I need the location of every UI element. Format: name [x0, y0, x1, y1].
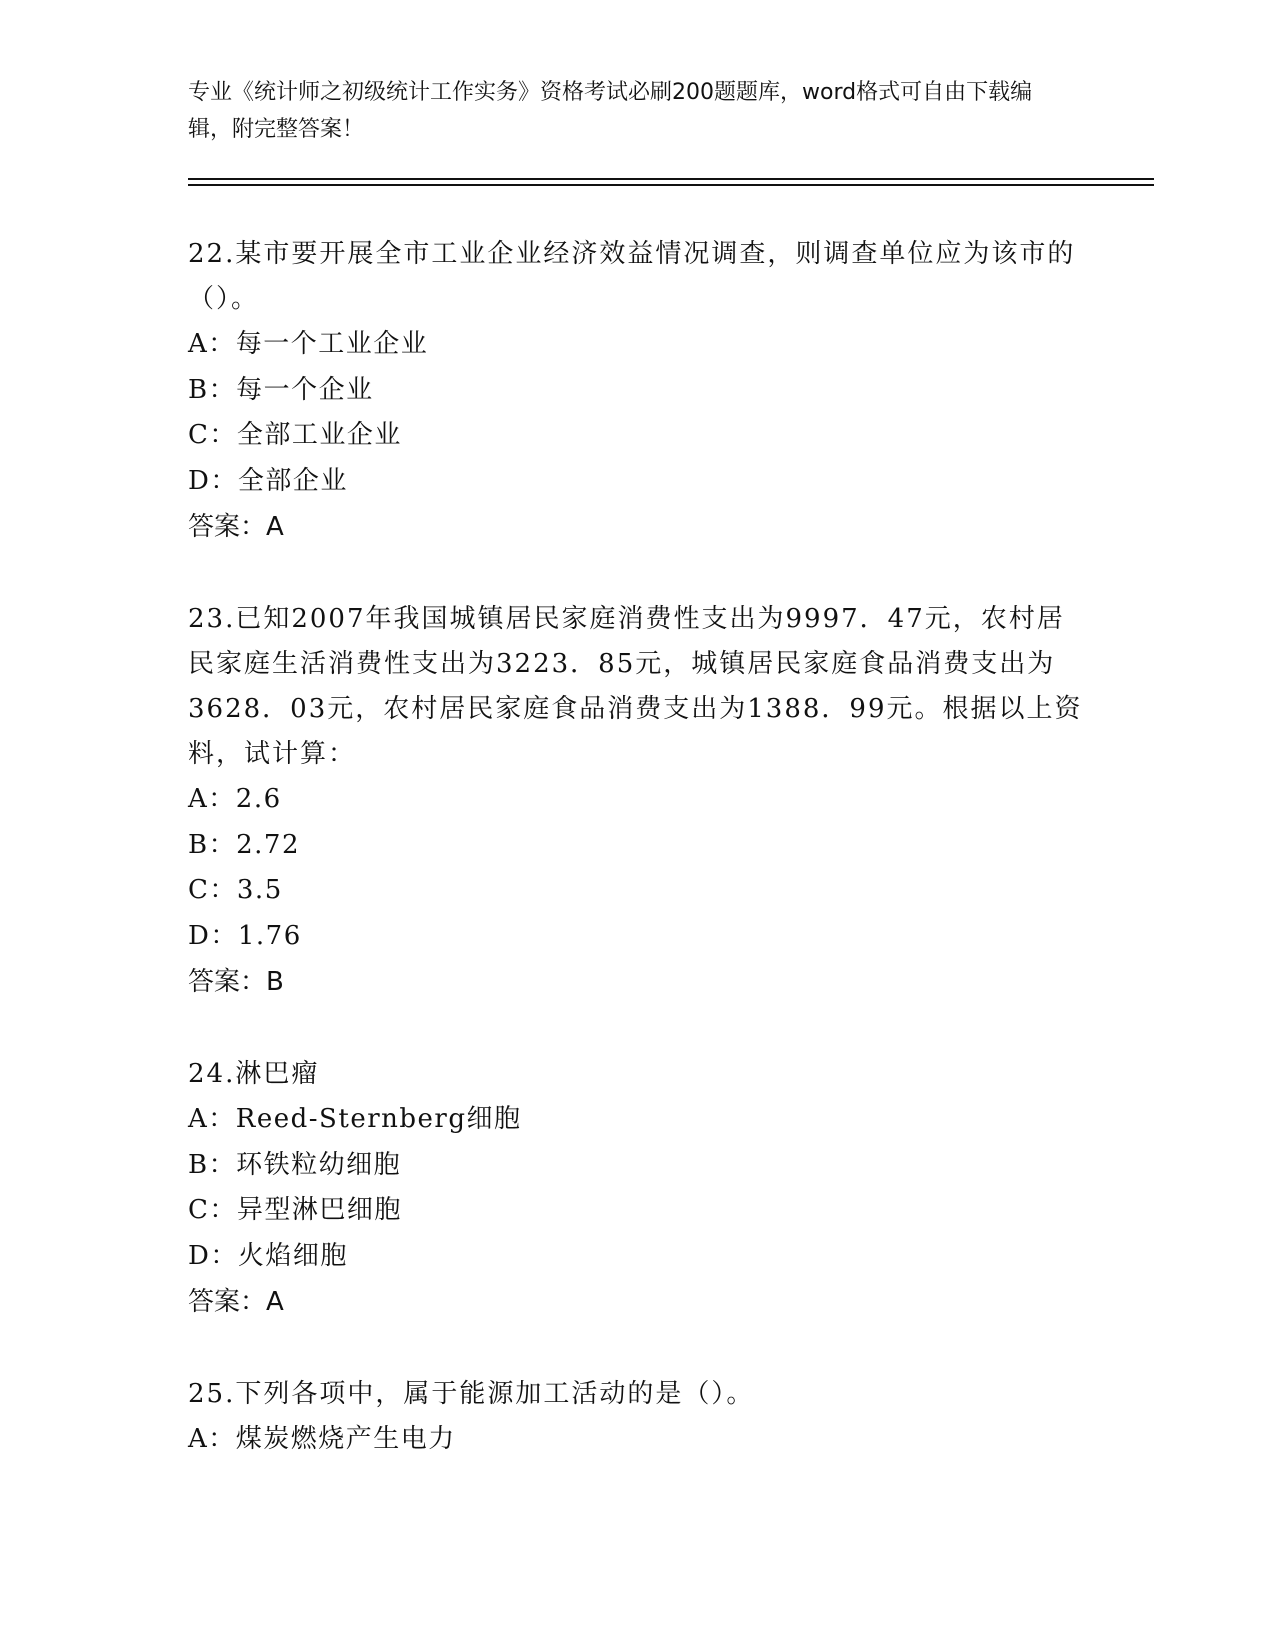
question-list	[188, 232, 1088, 1510]
header-rule-bottom	[188, 184, 1154, 186]
question-stem: 25.下列各项中，属于能源加工活动的是（）。	[188, 1379, 755, 1409]
document-header: 专业《统计师之初级统计工作实务》资格考试必刷200题题库，word格式可自由下载编辑，附完整答案！	[188, 80, 1033, 142]
question-stem: 23.已知2007年我国城镇居民家庭消费性支出为9997．47元，农村居民家庭生活消费性支出为3223．85元，城镇居民家庭食品消费支出为3628．03元，农村居民家庭食品消费支出为1388．99元。根据以上资料，试计算：	[188, 604, 1083, 769]
option-b: B：2.72	[188, 829, 300, 860]
answer-line: 答案：A	[188, 1287, 284, 1317]
header-rule-top	[188, 178, 1154, 180]
option-b: B：环铁粒幼细胞	[188, 1149, 402, 1180]
option-c: C：3.5	[188, 875, 283, 905]
question-23	[188, 597, 1088, 1005]
option-a: A：Reed-Sternberg细胞	[188, 1104, 522, 1134]
option-d: D：全部企业	[188, 465, 348, 496]
question-stem: 22.某市要开展全市工业企业经济效益情况调查，则调查单位应为该市的（）。	[188, 239, 1076, 314]
question-25	[188, 1372, 1088, 1463]
option-a: A：每一个工业企业	[188, 329, 429, 359]
answer-line: 答案：B	[188, 967, 284, 997]
answer-line: 答案：A	[188, 512, 284, 542]
option-d: D：火焰细胞	[188, 1240, 348, 1271]
option-c: C：异型淋巴细胞	[188, 1195, 402, 1225]
question-stem: 24.淋巴瘤	[188, 1059, 320, 1089]
option-a: A：2.6	[188, 784, 282, 814]
option-b: B：每一个企业	[188, 374, 374, 405]
option-c: C：全部工业企业	[188, 420, 402, 450]
question-24	[188, 1052, 1088, 1325]
option-a: A：煤炭燃烧产生电力	[188, 1424, 456, 1454]
option-d: D：1.76	[188, 920, 302, 951]
question-22	[188, 232, 1088, 550]
